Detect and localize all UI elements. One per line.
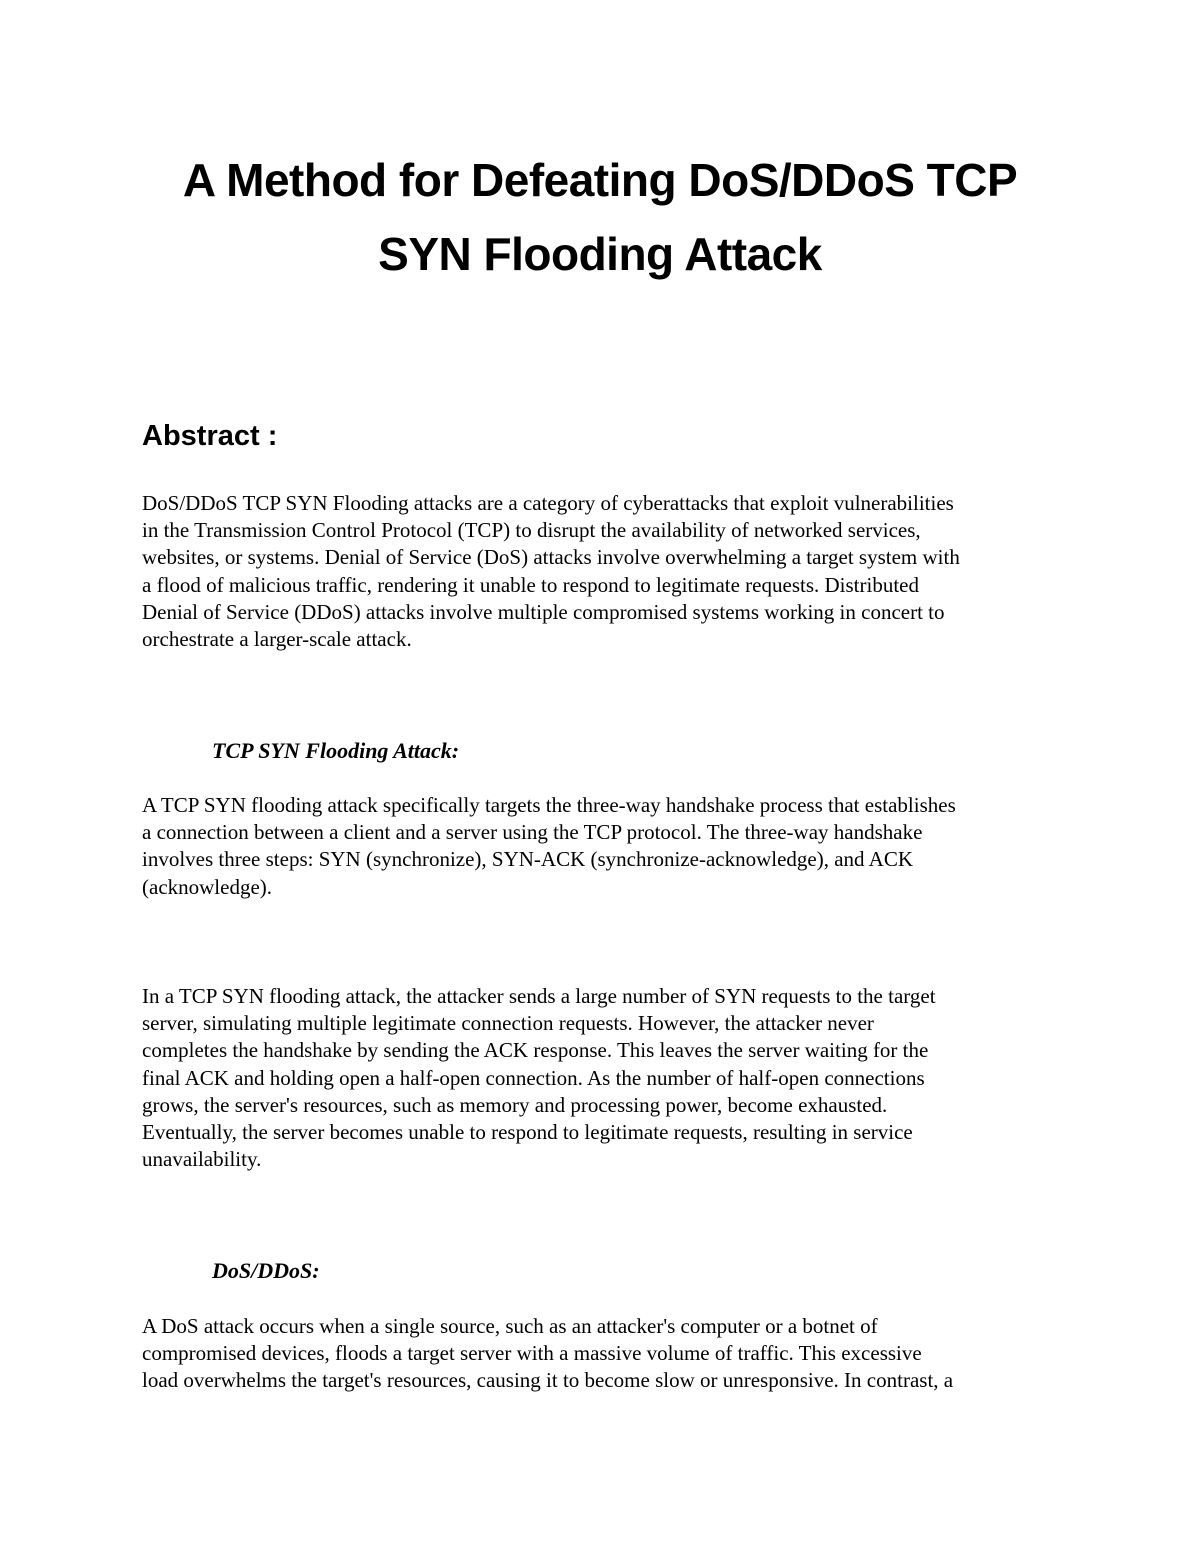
section-heading-tcp-syn-flooding: TCP SYN Flooding Attack: (212, 738, 460, 763)
abstract-heading: Abstract : (142, 420, 278, 452)
paragraph-line: DoS/DDoS TCP SYN Flooding attacks are a category of cyberattacks that exploit vulnerabilities (142, 491, 954, 515)
section-heading-dos-ddos: DoS/DDoS: (212, 1258, 320, 1283)
document-title-line-1: A Method for Defeating DoS/DDoS TCP (182, 154, 1018, 206)
paragraph-line: In a TCP SYN flooding attack, the attacker sends a large number of SYN requests to the target (142, 984, 936, 1008)
dos-ddos-paragraph-1 (142, 1313, 1072, 1395)
paragraph-line: compromised devices, floods a target server with a massive volume of traffic. This excessive (142, 1341, 922, 1366)
paragraph-line: orchestrate a larger-scale attack. (142, 626, 412, 651)
paragraph-line: grows, the server's resources, such as memory and processing power, become exhausted. (142, 1092, 888, 1117)
paragraph-line: unavailability. (142, 1147, 262, 1172)
paragraph-line: involves three steps: SYN (synchronize), SYN-ACK (synchronize-acknowledge), and ACK (142, 847, 913, 872)
paragraph-line: final ACK and holding open a half-open connection. As the number of half-open connections (142, 1065, 925, 1090)
abstract-paragraph (142, 490, 1072, 653)
tcp-syn-paragraph-2 (142, 983, 1072, 1173)
paragraph-line: Eventually, the server becomes unable to respond to legitimate requests, resulting in service (142, 1119, 913, 1144)
paragraph-line: a flood of malicious traffic, rendering it unable to respond to legitimate requests. Distributed (142, 572, 919, 597)
paragraph-line: a connection between a client and a server using the TCP protocol. The three-way handshake (142, 820, 923, 845)
paragraph-line: A DoS attack occurs when a single source, such as an attacker's computer or a botnet of (142, 1314, 878, 1338)
tcp-syn-paragraph-1 (142, 792, 1072, 901)
document-title-line-2: SYN Flooding Attack (378, 228, 822, 280)
paragraph-line: websites, or systems. Denial of Service (DoS) attacks involve overwhelming a target system with (142, 545, 960, 570)
paragraph-line: load overwhelms the target's resources, causing it to become slow or unresponsive. In contrast, a (142, 1368, 954, 1393)
paragraph-line: Denial of Service (DDoS) attacks involve multiple compromised systems working in concert to (142, 599, 945, 624)
paragraph-line: server, simulating multiple legitimate connection requests. However, the attacker never (142, 1011, 874, 1036)
paragraph-line: (acknowledge). (142, 874, 273, 899)
paragraph-line: completes the handshake by sending the ACK response. This leaves the server waiting for the (142, 1038, 929, 1063)
paragraph-line: A TCP SYN flooding attack specifically targets the three-way handshake process that establishes (142, 793, 956, 817)
paragraph-line: in the Transmission Control Protocol (TCP) to disrupt the availability of networked services, (142, 518, 921, 543)
